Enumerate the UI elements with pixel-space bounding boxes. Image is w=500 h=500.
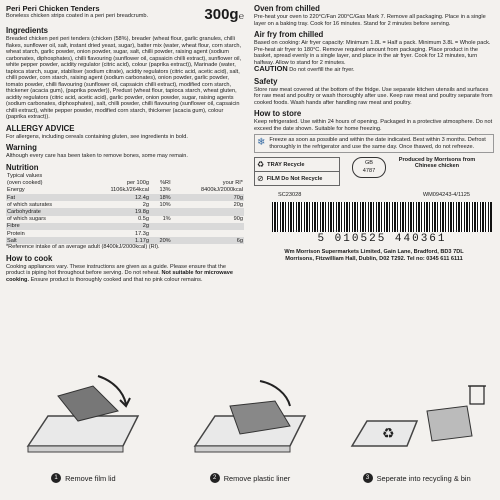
safety-text: Store raw meat covered at the bottom of the fridge. Use separate kitchen utensils and surfaces for raw meat and poultry or wash thoroughly after use. Keep raw meat and poultry separate from cooked foods. Wash hands after handling raw meat and poultry. [254, 86, 493, 106]
nutrition-cell-label: Fibre [6, 223, 83, 230]
ingredients-heading: Ingredients [6, 26, 49, 35]
step-number: 3 [363, 473, 373, 483]
nutrition-cell-ri [150, 208, 172, 215]
nutrition-cell-your: 8400kJ/2000kcal [201, 187, 243, 194]
step-remove-liner [170, 366, 330, 500]
step-separate [337, 366, 497, 500]
nutrition-row [6, 187, 244, 194]
net-weight: 300g℮ [204, 6, 244, 23]
oven-text: Pre-heat your oven to 220°C/Fan 200°C/Gas Mark 7. Remove all packaging. Place in a single layer on a baking tray. Cook for 16 minutes. Stand for 2 minutes before serving. [254, 14, 486, 27]
nutrition-cell-ri [150, 230, 172, 237]
how-to-cook-text: Cooking appliances vary. These instructions are given as a guide. Please ensure that the product is piping hot throughout before serving. Do not reheat. Not suitable for microwave cooking. Ensure product is thoroughly cooked and that no pink colour remains. [6, 263, 233, 283]
recycle-box [254, 157, 340, 186]
left-column [6, 4, 244, 283]
barcode-bars [272, 202, 492, 232]
nutrition-cell-per100: 12.4g [83, 194, 150, 201]
no-recycle-icon: ⊘ [257, 174, 264, 183]
nutrition-heading: Nutrition [6, 162, 39, 172]
product-title: Peri Peri Chicken Tenders [6, 4, 100, 13]
how-to-cook-heading: How to cook [6, 253, 53, 263]
nutrition-cell-your: 6g [172, 237, 244, 244]
nutrition-row [6, 208, 244, 215]
product-description: Boneless chicken strips coated in a peri peri breadcrumb. [6, 13, 149, 19]
nutrition-cell-your [172, 230, 244, 237]
allergy-text: For allergens, including cereals containing gluten, see ingredients in bold. [6, 133, 188, 140]
nutrition-cell-label: Carbohydrate [6, 208, 83, 215]
col-per100: per 100g [126, 180, 149, 187]
health-mark: GB 4787 [352, 157, 386, 178]
freeze-text: Freeze as soon as possible and within the date indicated. Best within 3 months. Defrost thoroughly in the refrigerator and use the same day. Once thawed, do not refreeze. [269, 137, 486, 150]
recycle-row [254, 157, 494, 186]
product-code: WM094243-4/1125 [422, 192, 470, 198]
nutrition-cell-label: Salt [6, 237, 83, 244]
barcode [272, 202, 492, 245]
typical-values-label: Typical values [7, 173, 43, 180]
nutrition-cell-ri: 13% [159, 187, 171, 194]
step-label: Seperate into recycling & bin [376, 473, 471, 483]
nutrition-cell-label: Fat [6, 194, 83, 201]
nutrition-cell-ri: 20% [150, 237, 172, 244]
warning-heading: Warning [6, 143, 37, 152]
nutrition-cell-your: 70g [172, 194, 244, 201]
step-label: Remove film lid [65, 473, 116, 483]
nutrition-cell-ri: 10% [159, 201, 171, 208]
produced-by: Produced by Morrisons from Chinese chicken [398, 157, 476, 169]
nutrition-row [6, 216, 244, 223]
step-label: Remove plastic liner [223, 473, 291, 483]
recycle-icon: ♻ [257, 160, 265, 169]
nutrition-cell-your [172, 208, 244, 215]
nutrition-cell-per100: 2g [83, 223, 150, 230]
site-code: SC23028 [278, 192, 302, 198]
nutrition-cell-per100: 1.17g [83, 237, 150, 244]
caution-line: CAUTION Do not overfill the air fryer. [254, 64, 355, 73]
remove-liner-illustration [175, 366, 325, 466]
codes-row [254, 192, 494, 198]
nutrition-table [6, 173, 244, 245]
oven-cooked-label: (oven cooked) [7, 180, 43, 187]
step-number: 1 [51, 473, 61, 483]
remove-film-illustration [8, 366, 158, 466]
air-fry-text: Based on cooking: Air fryer capacity: Minimum 1.8L = Half a pack. Minimum 3.8L = Whole pack. Pre-heat air fryer to 180°C. Remove required amount from packaging. Place product in the basket, spread evenly in a single layer, and place in the air fryer. Cook for 12 minutes, turn halfway. Allow to stand for 2 minutes. [254, 40, 491, 66]
nutrition-cell-ri: 1% [162, 216, 171, 223]
nutrition-row [6, 223, 244, 230]
snowflake-icon: ❄ [257, 137, 266, 148]
safety-heading: Safety [254, 76, 278, 86]
nutrition-cell-label: Energy [7, 187, 25, 194]
allergy-heading: ALLERGY ADVICE [6, 123, 75, 133]
nutrition-cell-ri: 18% [150, 194, 172, 201]
col-your-ri: your RI* [222, 180, 243, 187]
freeze-box [254, 134, 494, 153]
store-heading: How to store [254, 109, 302, 118]
nutrition-cell-per100: 0.5g [138, 216, 149, 223]
nutrition-cell-per100: 2g [142, 201, 149, 208]
ingredients-text: Breaded chicken peri peri tenders (chicken (58%), breader (wheat flour, garlic granules, chilli flakes, sunflower oil, salt, instant dried yeast, sugar), batter mix (water, wheat flour, corn starch, wheat starch, garlic powder, onion powder, sugar, salt, chilli powder, raising agent (sodium carbonates, diphosphates), chilli flavouring (sunflower oil, capsaicin chilli extract), sunflower oil, white pepper powder, acidity regulator (citric acid), colour (paprika extract)), Marinade (water, tapioca starch, sugar, stabiliser (sodium citrate), acidity regulators (citric acid, acetic acid), salt, chilli powder, corn starch, raising agent (sodium carbonates), onion powder, garlic powder, tomato powder, chilli flavouring (sunflower oil, capsaicin chilli extract), modified corn starch, thickener (acacia gum), (paprika powder)), Predust (wheat flour, tapioca starch, wheat gluten, acidity regulators (citric acid, acetic acid), garlic powder, onion powder, sugar, raising agents (sodium carbonates, diphosphates), salt, chilli powder, chilli flavouring (sunflower oil, capsaicin chilli extract), white pepper powder, modified corn starch, thickener (acacia gum), colour (paprika extract)). [6, 36, 242, 120]
nutrition-cell-your: 20g [233, 201, 243, 208]
tray-recycle: ♻ TRAY Recycle [257, 160, 305, 169]
nutrition-footnote: *Reference intake of an average adult (8400kJ/2000kcal) (RI). [6, 244, 160, 251]
film-no-recycle: ⊘ FILM Do Not Recycle [255, 171, 339, 185]
nutrition-cell-your [172, 223, 244, 230]
svg-text:♻: ♻ [381, 425, 395, 441]
nutrition-cell-label: Protein [7, 230, 25, 237]
step-number: 2 [210, 473, 220, 483]
nutrition-cell-per100: 19.8g [83, 208, 150, 215]
nutrition-row [6, 201, 244, 208]
step-remove-film [3, 366, 163, 500]
right-column [254, 4, 494, 263]
nutrition-cell-your: 90g [233, 216, 243, 223]
nutrition-cell-per100: 1106kJ/264kcal [110, 187, 149, 194]
nutrition-row [6, 194, 244, 201]
nutrition-cell-label: of which sugars [7, 216, 46, 223]
air-fry-heading: Air fry from chilled [254, 30, 324, 39]
company-address: Wm Morrison Supermarkets Limited, Gain Lane, Bradford, BD3 7DL Morrisons, Fitzwilliam Hall, Dublin, D02 T292. Tel no: 0345 611 6111 [284, 249, 464, 262]
nutrition-row [6, 237, 244, 244]
barcode-number: 5 010525 440361 [317, 233, 447, 245]
oven-heading: Oven from chilled [254, 4, 320, 13]
warning-text: Although every care has been taken to remove bones, some may remain. [6, 153, 188, 159]
nutrition-cell-ri [150, 223, 172, 230]
separate-illustration [342, 366, 492, 466]
nutrition-row [6, 230, 244, 237]
estimated-sign-icon: ℮ [238, 11, 244, 21]
col-ri: %RI [160, 180, 171, 187]
recycling-steps [0, 366, 500, 500]
nutrition-cell-per100: 17.3g [134, 230, 149, 237]
store-text: Keep refrigerated. Use within 24 hours of opening. Packaged in a protective atmosphere. Do not exceed the date shown. Suitable for home freezing. [254, 119, 493, 132]
nutrition-cell-label: of which saturates [7, 201, 53, 208]
